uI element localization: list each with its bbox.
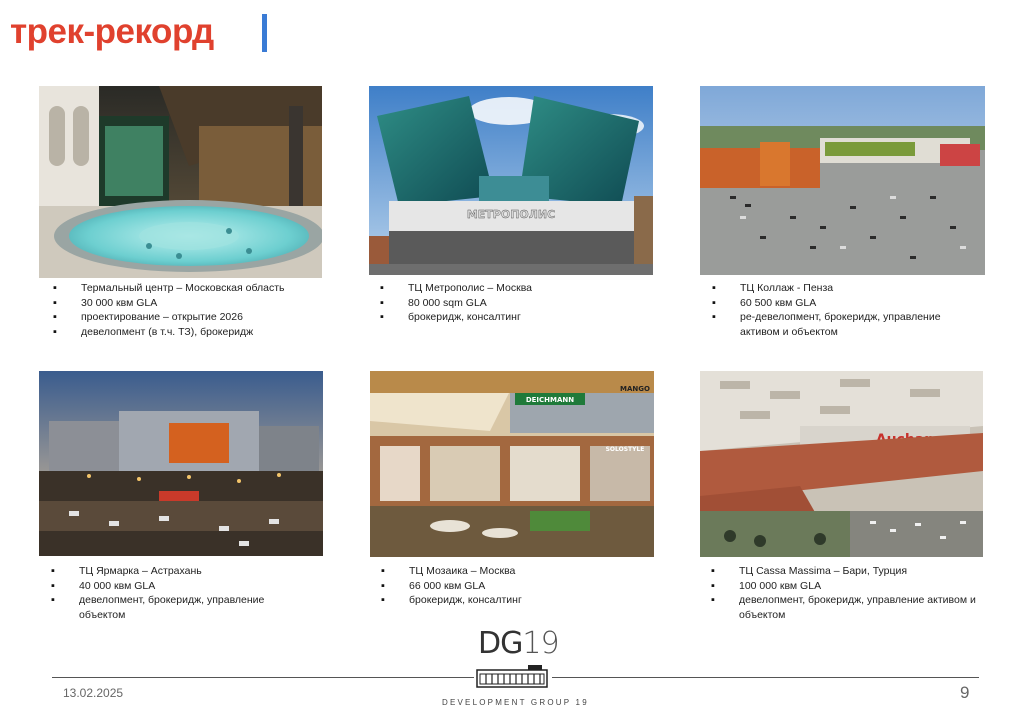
footer-date: 13.02.2025 bbox=[63, 686, 124, 700]
metropolis-photo bbox=[369, 86, 653, 275]
list-item: ▪ ТЦ Коллаж - Пенза bbox=[712, 281, 972, 296]
metropolis-list bbox=[380, 281, 660, 325]
list-item: ▪ ТЦ Cassa Massima – Бари, Турция bbox=[711, 564, 981, 579]
list-item: ▪ ТЦ Мозаика – Москва bbox=[381, 564, 661, 579]
collage-photo bbox=[700, 86, 985, 275]
logo-number: 19 bbox=[522, 626, 559, 661]
deichmann-sign: DEICHMANN bbox=[525, 396, 575, 404]
mozaika-photo bbox=[370, 371, 654, 557]
list-item: ▪ брокеридж, консалтинг bbox=[381, 593, 661, 608]
list-item: ▪ Термальный центр – Московская область bbox=[53, 281, 333, 296]
list-item: ▪ ТЦ Ярмарка – Астрахань bbox=[51, 564, 306, 579]
logo-subtitle: DEVELOPMENT GROUP 19 bbox=[442, 698, 589, 707]
thermal-center-photo bbox=[39, 86, 322, 278]
footer-divider-right bbox=[552, 677, 979, 678]
list-item: ▪ 30 000 квм GLA bbox=[53, 296, 333, 311]
yarmarka-photo bbox=[39, 371, 323, 556]
metropolis-sign: МЕТРОПОЛИС bbox=[466, 208, 556, 221]
thermal-center-list bbox=[53, 281, 333, 339]
list-item: ▪ 40 000 квм GLA bbox=[51, 579, 306, 594]
title-accent-bar bbox=[262, 14, 267, 52]
cassa-massima-photo bbox=[700, 371, 983, 557]
collage-list bbox=[712, 281, 972, 339]
yarmarka-list bbox=[51, 564, 306, 622]
company-logo bbox=[478, 626, 559, 661]
page-number: 9 bbox=[960, 683, 970, 702]
list-item: ▪ 66 000 квм GLA bbox=[381, 579, 661, 594]
list-item: ▪ 100 000 квм GLA bbox=[711, 579, 981, 594]
cassa-massima-list bbox=[711, 564, 981, 622]
list-item: ▪ 80 000 sqm GLA bbox=[380, 296, 660, 311]
solostyle-sign: SOLOSTYLE bbox=[605, 446, 645, 453]
list-item: ▪ девелопмент (в т.ч. ТЗ), брокеридж bbox=[53, 325, 333, 340]
mozaika-list bbox=[381, 564, 661, 608]
list-item: ▪ брокеридж, консалтинг bbox=[380, 310, 660, 325]
mango-sign: MANGO bbox=[620, 385, 650, 393]
list-item: ▪ девелопмент, брокеридж, управление активом и объектом bbox=[711, 593, 981, 622]
list-item: ▪ 60 500 квм GLA bbox=[712, 296, 972, 311]
list-item: ▪ девелопмент, брокеридж, управление объектом bbox=[51, 593, 306, 622]
list-item: ▪ проектирование – открытие 2026 bbox=[53, 310, 333, 325]
footer-divider-left bbox=[52, 677, 474, 678]
page-title: трек-рекорд bbox=[10, 12, 214, 51]
building-logo-icon bbox=[476, 664, 548, 688]
list-item: ▪ ТЦ Метрополис – Москва bbox=[380, 281, 660, 296]
list-item: ▪ ре-девелопмент, брокеридж, управление активом и объектом bbox=[712, 310, 972, 339]
logo-letters: DG bbox=[478, 626, 523, 661]
